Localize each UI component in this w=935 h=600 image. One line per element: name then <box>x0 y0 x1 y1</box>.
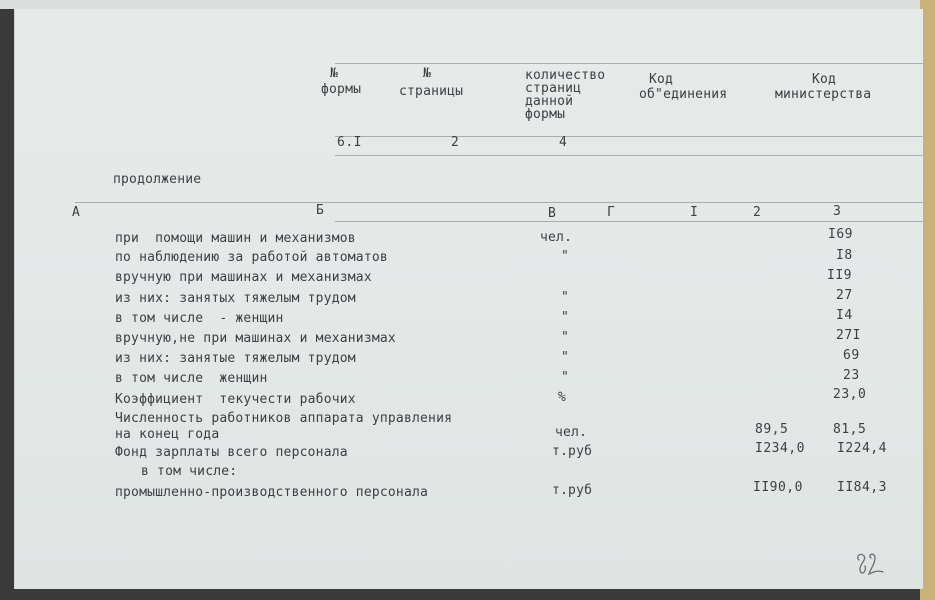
row-prod-unit: т.руб <box>552 483 593 498</box>
row-value-col3: II9 <box>827 268 852 283</box>
row-unit: % <box>558 390 567 405</box>
header-rule-mid <box>335 136 923 137</box>
row-unit: " <box>561 249 570 264</box>
form-number: 6.I <box>337 135 362 150</box>
header-union-code: Код <box>649 72 674 87</box>
column-3: 3 <box>833 204 842 219</box>
row-label: из них: занятых тяжелым трудом <box>115 291 356 306</box>
row-value-col3: 23 <box>843 368 860 383</box>
header-count-line4: формы <box>525 107 566 122</box>
page-number: 2 <box>451 135 460 150</box>
document-page <box>14 9 923 589</box>
row-prod-value-col3: II84,3 <box>837 480 887 495</box>
row-staff-value-col3: 81,5 <box>833 422 867 437</box>
row-value-col3: I4 <box>836 308 853 323</box>
column-2: 2 <box>753 205 762 220</box>
row-label: в том числе женщин <box>115 371 268 386</box>
header-count-line2: страниц <box>525 81 582 96</box>
row-label: вручную при машинах и механизмах <box>115 270 372 285</box>
top-strip <box>0 0 935 9</box>
column-1: I <box>690 205 699 220</box>
row-value-col3: 27 <box>836 288 853 303</box>
row-label: из них: занятые тяжелым трудом <box>115 351 356 366</box>
header-rule-top <box>335 63 923 64</box>
row-value-col3: I8 <box>836 248 853 263</box>
handwritten-mark-graphic <box>853 550 889 578</box>
header-page-no-symbol: № <box>423 66 432 81</box>
header-rule-bottom <box>335 155 923 156</box>
column-a: А <box>72 205 81 220</box>
header-ministry-code: Код <box>812 72 837 87</box>
row-staff-label-line1: Численность работников аппарата управления <box>115 411 453 426</box>
column-g: Г <box>607 205 616 220</box>
row-prod-label: промышленно-производственного персонала <box>115 485 429 500</box>
continuation-label: продолжение <box>113 172 202 187</box>
handwritten-page-number <box>853 550 889 578</box>
header-count-line3: данной <box>525 94 574 109</box>
header-union-label: об"единения <box>639 87 728 102</box>
row-label: при помощи машин и механизмов <box>115 231 356 246</box>
row-fund-value-col3: I224,4 <box>837 441 887 456</box>
row-prod-value-col2: II90,0 <box>753 480 803 495</box>
row-unit: " <box>561 350 570 365</box>
column-b: Б <box>316 203 325 218</box>
row-unit: " <box>561 310 570 325</box>
row-label: вручную,не при машинах и механизмах <box>115 331 396 346</box>
row-unit: " <box>561 330 570 345</box>
header-form-no-symbol: № <box>330 66 339 81</box>
column-header-rule <box>75 202 923 203</box>
header-form-label: формы <box>321 82 362 97</box>
row-unit: " <box>561 370 570 385</box>
row-label: в том числе - женщин <box>115 311 284 326</box>
row-staff-unit: чел. <box>555 425 588 440</box>
row-fund-unit: т.руб <box>552 444 593 459</box>
row-value-col3: 27I <box>836 328 861 343</box>
row-value-col3: 69 <box>843 348 860 363</box>
row-value-col3: 23,0 <box>833 387 867 402</box>
row-fund-label: Фонд зарплаты всего персонала <box>115 445 348 460</box>
header-page-label: страницы <box>399 84 464 99</box>
row-fund-value-col2: I234,0 <box>755 441 805 456</box>
row-label: по наблюдению за работой автоматов <box>115 250 388 265</box>
row-including-label: в том числе: <box>141 464 238 479</box>
header-ministry-label: министерства <box>775 87 872 102</box>
column-v: В <box>548 206 557 221</box>
row-unit: чел. <box>540 230 573 245</box>
header-count-line1: количество <box>525 68 606 83</box>
row-value-col3: I69 <box>828 227 853 242</box>
row-staff-label-line2: на конец года <box>115 427 220 442</box>
row-unit: " <box>561 290 570 305</box>
column-header-rule-bottom <box>335 221 923 222</box>
page-count: 4 <box>559 135 568 150</box>
row-staff-value-col2: 89,5 <box>755 422 789 437</box>
row-label: Коэффициент текучести рабочих <box>115 392 356 407</box>
